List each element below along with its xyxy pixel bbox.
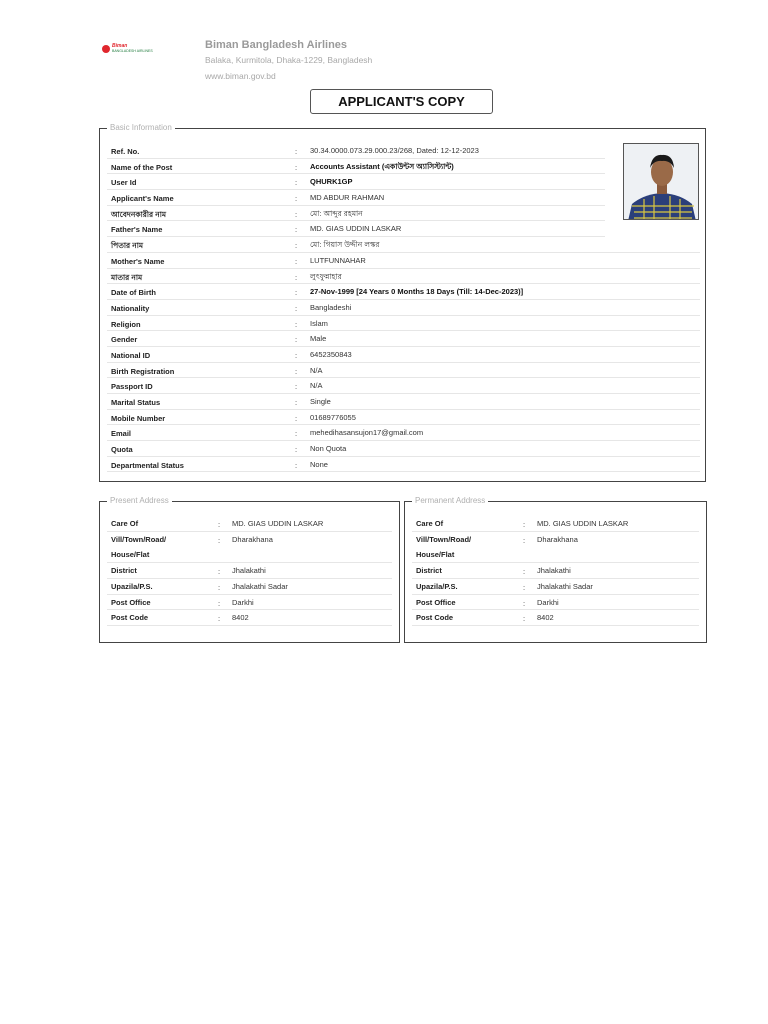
separator: : [295,178,298,188]
info-row [107,143,605,159]
separator: : [295,319,298,329]
info-label: User Id [111,178,137,188]
address-row [412,532,699,564]
present-address-legend: Present Address [107,496,172,505]
separator: : [295,429,298,439]
address-value: Darkhi [232,597,254,607]
separator: : [295,272,298,282]
address-value: Darkhi [537,597,559,607]
basic-information-legend: Basic Information [107,123,175,132]
info-value: Bangladeshi [310,302,352,312]
separator: : [295,225,298,235]
separator: : [295,241,298,251]
address-row [412,563,699,579]
logo-text-top: Biman [112,43,128,49]
info-value: লুৎফুন্নাহার [310,271,342,281]
separator: : [523,535,526,545]
info-value: মো: গিয়াস উদ্দীন লস্কর [310,240,380,250]
separator: : [295,366,298,376]
info-value: Non Quota [310,444,347,454]
address-label: Care Of [111,519,139,528]
address-row [107,595,392,611]
organization-name: Biman Bangladesh Airlines [205,39,348,51]
separator: : [295,256,298,266]
address-label: Post Code [111,613,149,623]
separator: : [295,303,298,313]
separator: : [295,162,298,172]
address-row [107,579,392,595]
address-value: Jhalakathi [537,566,571,576]
permanent-address-rows [412,516,699,626]
info-row [107,269,700,285]
separator: : [523,598,526,608]
separator: : [295,398,298,407]
info-row [107,378,700,394]
info-value: 27-Nov-1999 [24 Years 0 Months 18 Days (Till: 14-Dec-2023)] [310,287,524,297]
basic-information-section [99,123,706,482]
info-label: Gender [111,335,138,345]
separator: : [523,614,526,624]
info-label: Quota [111,445,133,455]
address-label: Post Code [416,613,454,623]
info-row [107,206,605,222]
permanent-address-section [404,496,707,643]
address-label: Upazila/P.S. [416,581,458,591]
address-label: Upazila/P.S. [111,581,153,591]
info-row [107,190,605,206]
info-label: Religion [111,319,141,329]
address-label: District [416,566,442,576]
info-label: National ID [111,350,151,360]
address-label: Vill/Town/Road/ House/Flat [111,534,167,560]
address-row [412,595,699,611]
address-label: Care Of [416,519,444,528]
info-value: Islam [310,318,328,328]
address-label: Post Office [416,597,456,607]
info-value: None [310,459,328,469]
biman-logo [102,43,153,55]
info-row [107,284,700,300]
info-value: N/A [310,365,323,375]
info-value: Single [310,397,331,406]
info-row [107,300,700,316]
separator: : [523,567,526,577]
separator: : [295,194,298,204]
info-row [107,457,700,473]
separator: : [295,460,298,470]
info-value: MD ABDUR RAHMAN [310,193,385,203]
info-label: Ref. No. [111,147,140,156]
info-label: Email [111,429,132,439]
separator: : [295,382,298,392]
info-label: Applicant's Name [111,194,174,204]
separator: : [295,413,298,423]
address-row [412,579,699,595]
info-label: মাতার নাম [111,272,143,282]
info-value: MD. GIAS UDDIN LASKAR [310,224,402,234]
present-address-rows [107,516,392,626]
info-value: Accounts Assistant (একাউন্টস অ্যাসিস্ট্যান্ট) [310,161,454,171]
separator: : [218,567,221,577]
info-value: N/A [310,381,323,391]
info-label: Passport ID [111,382,153,392]
separator: : [218,614,221,624]
info-row [107,441,700,457]
info-row [107,394,700,410]
address-label: Post Office [111,597,151,607]
separator: : [218,520,221,529]
separator: : [295,288,298,298]
address-value: Dharakhana [232,534,273,544]
address-value: 8402 [232,613,249,623]
info-label: আবেদনকারীর নাম [111,209,167,219]
info-value: LUTFUNNAHAR [310,255,366,265]
info-label: Mother's Name [111,256,165,266]
info-label: Birth Registration [111,366,175,376]
organization-address: Balaka, Kurmitola, Dhaka-1229, Bangladesh [205,55,373,65]
address-value: Jhalakathi Sadar [232,581,288,591]
logo-text-bottom: BANGLADESH AIRLINES [112,49,153,53]
applicant-photo [623,143,699,220]
organization-website: www.biman.gov.bd [205,71,276,81]
info-label: Name of the Post [111,162,173,172]
info-row [107,253,700,269]
separator: : [218,598,221,608]
info-row [107,410,700,426]
info-value: 6452350843 [310,349,352,359]
separator: : [218,582,221,592]
applicant-photo-image [624,144,699,220]
info-row [107,159,605,175]
separator: : [523,520,526,529]
address-row [412,516,699,532]
separator: : [295,335,298,345]
info-value: 01689776055 [310,412,356,422]
basic-information-rows [107,143,605,472]
info-value: 30.34.0000.073.29.000.23/268, Dated: 12-12-2023 [310,146,479,155]
info-label: Marital Status [111,398,161,407]
separator: : [295,350,298,360]
address-row [107,563,392,579]
address-value: MD. GIAS UDDIN LASKAR [537,519,629,528]
address-row [107,610,392,626]
separator: : [218,535,221,545]
applicant-copy-title: APPLICANT'S COPY [310,89,493,114]
info-label: Mobile Number [111,413,166,423]
info-label: Date of Birth [111,288,156,298]
separator: : [295,209,298,219]
info-value: QHURK1GP [310,177,353,187]
address-row [107,532,392,564]
info-label: Father's Name [111,225,163,235]
info-row [107,425,700,441]
address-row [107,516,392,532]
separator: : [295,445,298,455]
address-label: Vill/Town/Road/ House/Flat [416,534,472,560]
info-label: Nationality [111,303,150,313]
info-value: Male [310,334,327,344]
permanent-address-legend: Permanent Address [412,496,488,505]
address-value: Jhalakathi [232,566,266,576]
info-row [107,363,700,379]
present-address-section [99,496,400,643]
separator: : [523,582,526,592]
info-row [107,237,700,253]
info-row [107,347,700,363]
info-value: মো: আব্দুর রহমান [310,208,363,218]
info-row [107,174,605,190]
address-value: Jhalakathi Sadar [537,581,593,591]
address-row [412,610,699,626]
address-value: MD. GIAS UDDIN LASKAR [232,519,324,528]
info-row [107,331,700,347]
address-value: 8402 [537,613,554,623]
separator: : [295,147,298,156]
info-label: পিতার নাম [111,241,144,251]
info-row [107,316,700,332]
info-row [107,221,605,237]
info-value: mehedihasansujon17@gmail.com [310,428,424,438]
address-label: District [111,566,137,576]
address-value: Dharakhana [537,534,578,544]
info-label: Departmental Status [111,460,184,470]
logo-mark-icon [102,45,110,53]
